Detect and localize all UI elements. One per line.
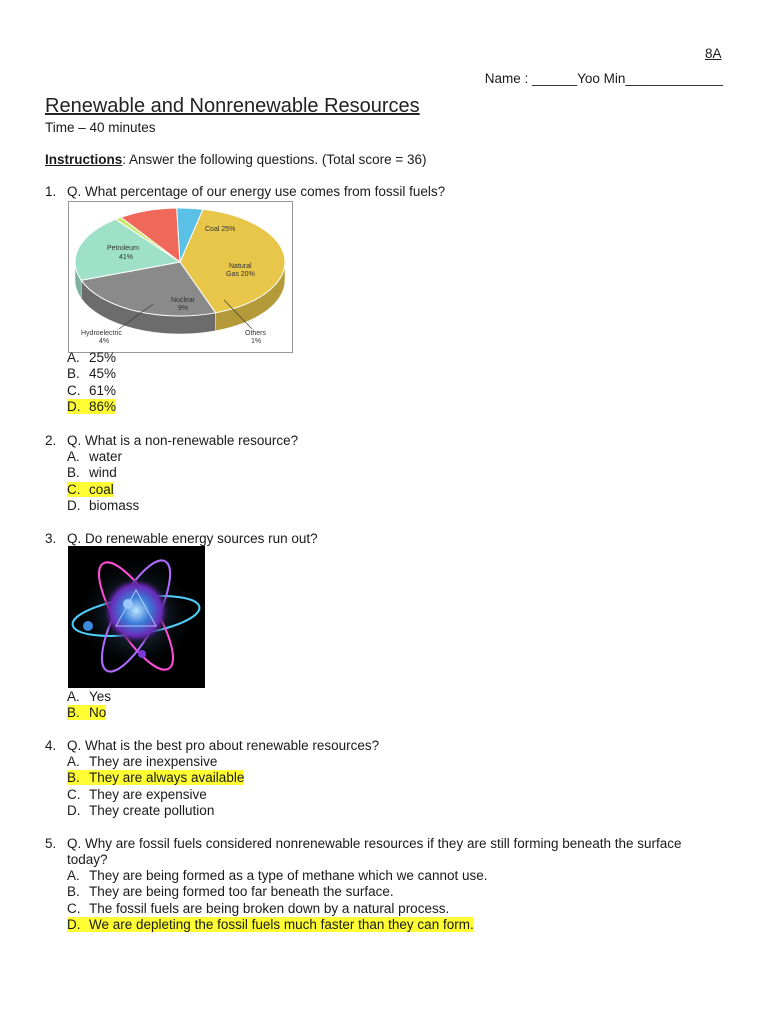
- label-hydro: Hydroelectric: [81, 330, 122, 337]
- question-text: Q. Why are fossil fuels considered nonrenewable resources if they are still forming beneath the surface: [67, 836, 682, 851]
- question-number: 1.: [45, 184, 57, 199]
- option-text: The fossil fuels are being broken down by a natural process.: [89, 900, 450, 916]
- question-text: Q. What is a non-renewable resource?: [67, 433, 299, 448]
- option-b[interactable]: [67, 366, 116, 382]
- option-d-selected[interactable]: [67, 399, 116, 415]
- option-d-selected[interactable]: [67, 917, 487, 933]
- option-letter: C.: [67, 786, 81, 802]
- question-3: [45, 531, 318, 546]
- option-text: 25%: [89, 350, 117, 365]
- question-number: 3.: [45, 531, 57, 546]
- option-letter: A.: [67, 868, 80, 883]
- label-natural: Natural: [229, 263, 252, 270]
- question-4-options: [67, 754, 244, 819]
- instructions: [45, 152, 427, 167]
- option-text: 61%: [89, 382, 117, 398]
- worksheet-title: Renewable and Nonrenewable Resources: [45, 95, 420, 117]
- option-a[interactable]: [67, 449, 139, 465]
- option-letter: D.: [67, 497, 81, 513]
- option-letter: C.: [67, 900, 81, 916]
- label-gas: Gas 20%: [226, 271, 255, 278]
- option-letter: C.: [67, 382, 81, 398]
- option-letter: C.: [67, 481, 81, 497]
- option-text: biomass: [89, 497, 140, 513]
- option-text: They are being formed too far beneath the surface.: [89, 884, 394, 900]
- option-text: They are always available: [89, 770, 245, 786]
- question-number: 5.: [45, 836, 57, 851]
- option-letter: B.: [67, 465, 80, 481]
- class-code: 8A: [705, 46, 722, 61]
- answer-highlight: [67, 399, 116, 414]
- label-others-pct: 1%: [251, 338, 262, 345]
- question-number: 2.: [45, 433, 57, 448]
- student-name-line: Name : ______Yoo Min_____________: [484, 71, 723, 86]
- atom-image: [68, 546, 205, 688]
- label-others: Others: [245, 330, 267, 337]
- option-letter: B.: [67, 884, 80, 900]
- question-4: [45, 738, 379, 753]
- option-text: We are depleting the fossil fuels much faster than they can form.: [89, 916, 474, 932]
- option-a[interactable]: [67, 689, 111, 705]
- option-b[interactable]: [67, 465, 139, 481]
- option-letter: D.: [67, 916, 81, 932]
- option-c[interactable]: [67, 787, 244, 803]
- option-a[interactable]: [67, 754, 244, 770]
- option-letter: A.: [67, 350, 80, 365]
- option-c[interactable]: [67, 383, 116, 399]
- option-text: 45%: [89, 366, 117, 382]
- label-coal: Coal 25%: [205, 226, 236, 233]
- option-letter: B.: [67, 705, 80, 721]
- label-hydro-pct: 4%: [99, 338, 110, 345]
- instructions-label: Instructions: [45, 152, 123, 167]
- question-5-options: [67, 868, 487, 933]
- option-letter: D.: [67, 802, 81, 818]
- answer-highlight: [67, 917, 474, 932]
- option-d[interactable]: [67, 803, 244, 819]
- answer-highlight: [67, 482, 114, 497]
- option-text: They are inexpensive: [89, 754, 218, 769]
- question-1: [45, 184, 445, 199]
- question-text: Q. What percentage of our energy use comes from fossil fuels?: [67, 184, 446, 199]
- option-text: water: [89, 449, 123, 464]
- question-5: [45, 836, 682, 851]
- question-text: Q. What is the best pro about renewable resources?: [67, 738, 380, 753]
- option-b[interactable]: [67, 884, 487, 900]
- option-letter: A.: [67, 754, 80, 769]
- pie-chart-svg: [69, 202, 292, 352]
- option-b-selected[interactable]: [67, 770, 244, 786]
- label-petroleum-pct: 41%: [119, 254, 134, 261]
- question-1-options: [67, 350, 116, 415]
- option-letter: A.: [67, 449, 80, 464]
- option-c-selected[interactable]: [67, 482, 139, 498]
- option-letter: A.: [67, 689, 80, 704]
- option-text: 86%: [89, 398, 117, 414]
- question-number: 4.: [45, 738, 57, 753]
- instructions-text: : Answer the following questions. (Total score = 36): [122, 152, 427, 167]
- option-letter: B.: [67, 366, 80, 382]
- option-letter: B.: [67, 770, 80, 786]
- option-a[interactable]: [67, 350, 116, 366]
- answer-highlight: [67, 770, 244, 785]
- option-text: coal: [89, 481, 114, 497]
- option-c[interactable]: [67, 901, 487, 917]
- option-text: They are expensive: [89, 786, 207, 802]
- option-text: They create pollution: [89, 802, 215, 818]
- question-5-continuation: today?: [67, 852, 108, 867]
- answer-highlight: [67, 705, 106, 720]
- option-text: wind: [89, 465, 117, 481]
- label-nuclear-pct: 9%: [178, 305, 189, 312]
- label-petroleum: Petroleum: [107, 245, 139, 252]
- time-limit: Time – 40 minutes: [45, 120, 156, 135]
- question-text: Q. Do renewable energy sources run out?: [67, 531, 318, 546]
- label-nuclear: Nuclear: [171, 297, 196, 304]
- option-text: No: [89, 705, 107, 721]
- question-3-options: [67, 689, 111, 722]
- option-letter: D.: [67, 398, 81, 414]
- option-b-selected[interactable]: [67, 705, 111, 721]
- atom-illustration: [68, 546, 205, 688]
- option-text: They are being formed as a type of methane which we cannot use.: [89, 868, 488, 883]
- energy-pie-chart: [68, 201, 293, 353]
- question-2-options: [67, 449, 139, 514]
- option-a[interactable]: [67, 868, 487, 884]
- question-2: [45, 433, 298, 448]
- option-d[interactable]: [67, 498, 139, 514]
- option-text: Yes: [89, 689, 112, 704]
